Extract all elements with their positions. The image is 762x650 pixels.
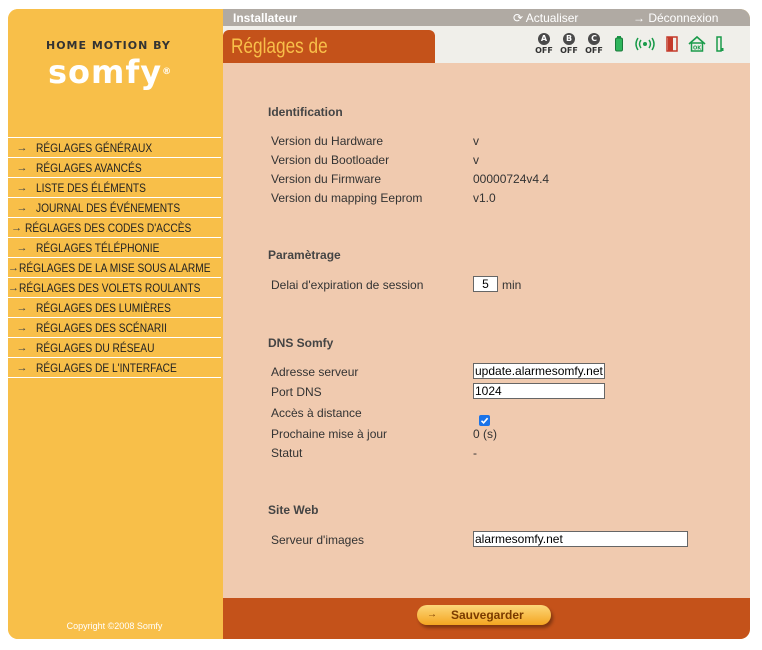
sidebar-menu: [8, 137, 221, 378]
arrow-right-icon: →: [633, 11, 649, 25]
arrow-right-icon: →: [16, 181, 28, 194]
next-update-value: 0 (s): [473, 427, 497, 441]
sidebar-item-label: RÉGLAGES DES SCÉNARII: [36, 320, 167, 335]
sidebar-item-3[interactable]: [8, 197, 221, 217]
arrow-right-icon: →: [16, 201, 28, 214]
arrow-right-icon: →: [16, 241, 28, 254]
section-title-parametrage: Paramètrage: [268, 248, 341, 262]
sidebar-item-label: JOURNAL DES ÉVÉNEMENTS: [36, 200, 181, 215]
arrow-right-icon: →: [16, 301, 28, 314]
arrow-right-icon: →: [8, 261, 19, 274]
logout-button[interactable]: → Déconnexion: [633, 11, 719, 25]
dns-port-label: Port DNS: [271, 385, 322, 399]
sidebar-item-label: RÉGLAGES TÉLÉPHONIE: [36, 240, 160, 255]
svg-text:OK: OK: [692, 45, 702, 52]
sidebar-item-label: LISTE DES ÉLÉMENTS: [36, 180, 146, 195]
zone-c-status: C OFF: [585, 34, 603, 55]
image-server-label: Serveur d'images: [271, 533, 364, 547]
sidebar-item-label: RÉGLAGES DES LUMIÈRES: [36, 300, 171, 315]
sidebar-item-9[interactable]: [8, 317, 221, 337]
copyright: Copyright ©2008 Somfy: [66, 621, 163, 631]
sidebar-item-label: RÉGLAGES DE L'INTERFACE: [36, 360, 177, 375]
arrow-right-icon: →: [11, 221, 23, 234]
sidebar-item-label: RÉGLAGES GÉNÉRAUX: [36, 140, 153, 155]
top-bar: [223, 9, 750, 26]
settings-panel: [223, 63, 750, 598]
sidebar-item-0[interactable]: [8, 137, 221, 157]
next-update-label: Prochaine mise à jour: [271, 427, 388, 441]
refresh-icon: ⟳: [513, 11, 526, 25]
bootloader-version-label: Version du Bootloader: [271, 153, 390, 167]
arrow-right-icon: →: [16, 161, 28, 174]
footer-bar: [223, 598, 750, 639]
sidebar-item-6[interactable]: [8, 257, 221, 277]
sensor-icon: [716, 36, 724, 52]
dns-server-input[interactable]: update.alarmesomfy.net: [473, 363, 605, 379]
remote-access-checkbox[interactable]: [479, 415, 490, 426]
firmware-version-label: Version du Firmware: [271, 172, 382, 186]
image-server-input[interactable]: alarmesomfy.net: [473, 531, 688, 547]
sidebar-item-8[interactable]: [8, 297, 221, 317]
zone-b-status: B OFF: [560, 34, 578, 55]
sidebar-item-10[interactable]: [8, 337, 221, 357]
arrow-right-icon: →: [16, 361, 28, 374]
sidebar-item-7[interactable]: [8, 277, 221, 297]
arrow-right-icon: →: [427, 609, 437, 620]
sidebar-item-label: RÉGLAGES DU RÉSEAU: [36, 340, 155, 355]
battery-icon: [615, 36, 623, 52]
arrow-right-icon: →: [8, 281, 19, 294]
eeprom-version-label: Version du mapping Eeprom: [271, 191, 423, 205]
user-role: Installateur: [233, 11, 298, 25]
firmware-version-value: 00000724v4.4: [473, 172, 550, 186]
save-button[interactable]: → Sauvegarder: [417, 605, 551, 625]
section-title-dns: DNS Somfy: [268, 336, 334, 350]
sidebar-item-5[interactable]: [8, 237, 221, 257]
arrow-right-icon: →: [16, 141, 28, 154]
hardware-version-label: Version du Hardware: [271, 134, 384, 148]
session-timeout-label: Delai d'expiration de session: [271, 278, 424, 292]
eeprom-version-value: v1.0: [473, 191, 496, 205]
sidebar-item-label: RÉGLAGES DES CODES D'ACCÈS: [25, 220, 192, 235]
sidebar: [8, 9, 221, 639]
sidebar-item-label: RÉGLAGES DE LA MISE SOUS ALARME: [19, 260, 211, 275]
bootloader-version-value: v: [473, 153, 479, 167]
sidebar-item-1[interactable]: [8, 157, 221, 177]
sidebar-item-11[interactable]: [8, 357, 221, 378]
remote-access-label: Accès à distance: [271, 406, 362, 420]
dns-status-label: Statut: [271, 446, 303, 460]
header: [223, 26, 750, 63]
dns-server-label: Adresse serveur: [271, 365, 359, 379]
sidebar-item-4[interactable]: [8, 217, 221, 237]
somfy-logo: somfy®: [48, 53, 173, 91]
section-title-identification: Identification: [268, 105, 343, 119]
arrow-right-icon: →: [16, 341, 28, 354]
app-frame: [8, 9, 750, 639]
refresh-button[interactable]: ⟳ Actualiser: [513, 11, 579, 25]
page-title: Réglages de: [223, 30, 435, 63]
sidebar-item-label: RÉGLAGES AVANCÉS: [36, 160, 142, 175]
brand-tagline: HOME MOTION BY: [46, 39, 171, 52]
door-icon: [666, 36, 678, 52]
section-title-web: Site Web: [268, 503, 319, 517]
dns-port-input[interactable]: 1024: [473, 383, 605, 399]
signal-icon: [634, 37, 656, 51]
session-timeout-input[interactable]: 5: [473, 276, 498, 292]
sidebar-item-label: RÉGLAGES DES VOLETS ROULANTS: [19, 280, 201, 295]
arrow-right-icon: →: [16, 321, 28, 334]
home-ok-icon: [688, 35, 706, 52]
session-timeout-unit: min: [502, 278, 522, 292]
hardware-version-value: v: [473, 134, 479, 148]
sidebar-item-2[interactable]: [8, 177, 221, 197]
dns-status-value: -: [473, 446, 477, 460]
zone-a-status: A OFF: [535, 34, 553, 55]
